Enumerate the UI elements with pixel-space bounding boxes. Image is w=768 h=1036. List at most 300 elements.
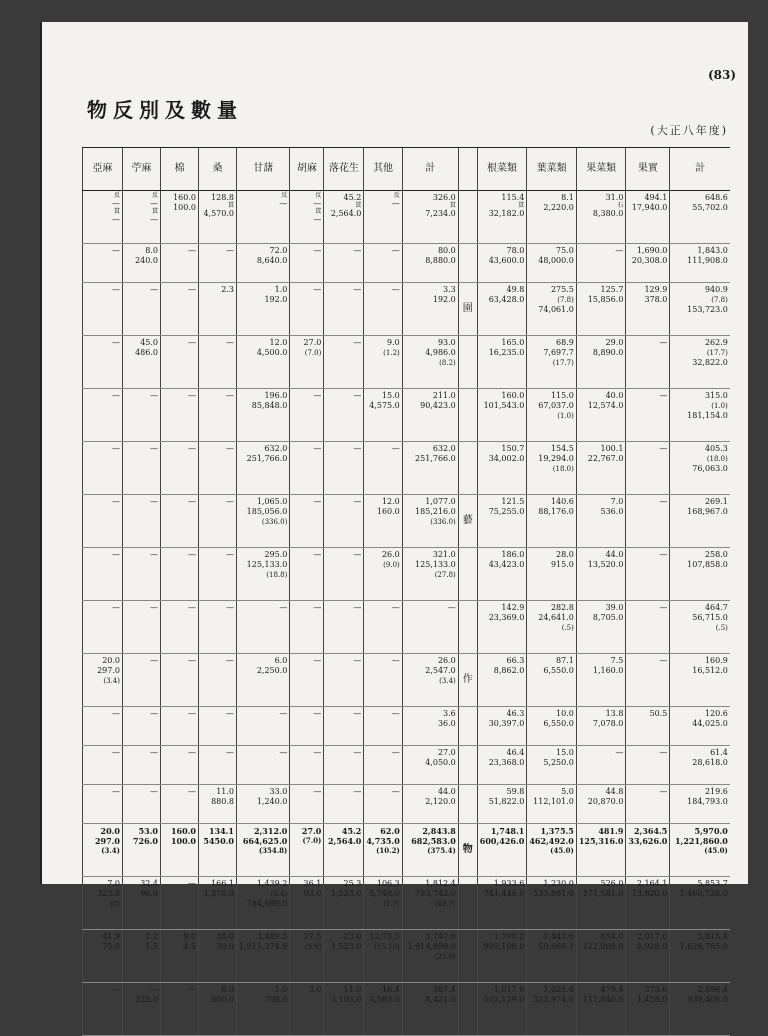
cell-line: — [226, 391, 234, 400]
cell-line: 貫 [449, 202, 456, 209]
cell-line: 479.4 [600, 985, 624, 994]
cell-line: 34,002.0 [488, 454, 525, 463]
cell-right-4 [670, 191, 730, 244]
cell-line: 2,843.8 [422, 826, 456, 836]
cell-line: — [188, 550, 196, 559]
cell-left-8 [402, 601, 458, 654]
cell-left-5 [290, 877, 324, 930]
cell-line: — [150, 285, 158, 294]
cell-line: 5.0 [561, 787, 574, 796]
cell-line: — [112, 748, 120, 757]
cell-right-0 [477, 654, 527, 707]
cell-line: 62.0 [380, 826, 400, 836]
cell-left-8 [402, 336, 458, 389]
cell-right-1 [527, 442, 577, 495]
col-header-left-7: 其他 [364, 148, 402, 191]
cell-line: 50.5 [649, 709, 668, 718]
table-row [83, 707, 730, 746]
cell-line: 46.4 [506, 748, 525, 757]
cell-line: 2,120.0 [425, 797, 456, 806]
cell-left-5 [290, 389, 324, 442]
cell-line: 4,735.0 [366, 836, 400, 846]
cell-left-7 [364, 244, 402, 283]
cell-line: 45.2 [341, 826, 362, 836]
cell-left-7 [364, 707, 402, 746]
cell-line: 1.5 [145, 942, 158, 951]
cell-left-8 [402, 442, 458, 495]
cell-line: 2,547.0 [425, 666, 456, 675]
cell-line: 88,176.0 [538, 507, 574, 516]
cell-line: 1,460,728.0 [679, 889, 728, 898]
cell-line: 19,294.0 [538, 454, 574, 463]
cell-right-4 [670, 930, 730, 983]
cell-line: — [353, 550, 362, 559]
cell-line: — [391, 285, 400, 294]
cell-left-5 [290, 548, 324, 601]
cell-line: — [150, 497, 158, 506]
cell-left-2 [161, 548, 199, 601]
cell-line: — [226, 497, 234, 506]
cell-line: 160.0 [173, 193, 196, 202]
cell-line: (.5) [715, 624, 728, 632]
cell-line: 122,068.0 [582, 942, 624, 951]
cell-left-0 [83, 824, 123, 877]
side-label [458, 601, 477, 654]
cell-line: 115.4 [501, 193, 525, 202]
cell-left-0 [83, 389, 123, 442]
cell-line: 38.0 [216, 932, 234, 941]
cell-line: 53.0 [138, 826, 158, 836]
cell-line: 726.0 [132, 836, 158, 846]
cell-line: 1,628,765.0 [679, 942, 728, 951]
cell-line: 502,129.0 [483, 995, 525, 1004]
table-row [83, 654, 730, 707]
cell-line: — [313, 656, 322, 665]
cell-left-8 [402, 824, 458, 877]
cell-line: 111,908.0 [687, 256, 728, 265]
cell-right-4 [670, 389, 730, 442]
cell-left-7 [364, 746, 402, 785]
cell-line: 323.8 [97, 889, 120, 898]
cell-right-0 [477, 746, 527, 785]
cell-line: 5450.0 [203, 836, 234, 846]
side-label [458, 785, 477, 824]
cell-line: 51,822.0 [488, 797, 525, 806]
cell-left-7 [364, 283, 402, 336]
cell-line: 140.6 [550, 497, 574, 506]
cell-line: — [188, 603, 196, 612]
cell-line: 5,815.4 [697, 932, 728, 941]
cell-right-2 [576, 495, 626, 548]
table-row [83, 495, 730, 548]
cell-line: 56,715.0 [692, 613, 728, 622]
cell-left-7 [364, 389, 402, 442]
cell-right-2 [576, 442, 626, 495]
cell-line: — [279, 709, 288, 718]
cell-line: 15.0 [556, 748, 574, 757]
cell-left-3 [199, 442, 237, 495]
cell-right-1 [527, 930, 577, 983]
cell-line: 45.2 [343, 193, 362, 202]
cell-line: 16.4 [381, 985, 400, 994]
cell-right-3 [626, 707, 670, 746]
cell-left-7 [364, 336, 402, 389]
cell-line: 1,911,374.9 [239, 942, 288, 951]
cell-right-0 [477, 389, 527, 442]
cell-line: 4.5 [183, 942, 196, 951]
cell-right-2 [576, 389, 626, 442]
cell-line: 23,369.0 [488, 613, 525, 622]
cell-line: 44,025.0 [692, 719, 728, 728]
cell-left-2 [161, 389, 199, 442]
cell-line: — [188, 338, 196, 347]
cell-line: — [391, 444, 400, 453]
cell-line: — [391, 656, 400, 665]
cell-line: 121.5 [501, 497, 525, 506]
cell-line: — [313, 550, 322, 559]
cell-line: (375.4) [427, 846, 456, 855]
cell-line: (27.8) [434, 571, 456, 579]
cell-line: 8,862.0 [493, 666, 525, 675]
cell-line: 28.0 [556, 550, 574, 559]
cell-line: 1,375.5 [540, 826, 574, 836]
cell-line: 185,056.0 [246, 507, 288, 516]
cell-left-0 [83, 654, 123, 707]
cell-line: (7.8) [711, 296, 728, 304]
col-header-right-1: 葉菜類 [527, 148, 577, 191]
table-row [83, 930, 730, 983]
cell-left-3 [199, 191, 237, 244]
cell-line: 12,73.5 [369, 932, 400, 941]
cell-line: 27.0 [303, 338, 322, 347]
cell-left-1 [123, 824, 161, 877]
cell-line: 1,748.1 [490, 826, 525, 836]
cell-line: 44.0 [437, 787, 456, 796]
cell-line: 26.0 [437, 656, 456, 665]
cell-line: — [188, 879, 196, 888]
cell-line: 106.3 [376, 879, 400, 888]
cell-line: 1,230.0 [543, 879, 574, 888]
cell-line: 708.0 [264, 995, 288, 1004]
cell-line: 55,702.0 [692, 203, 728, 212]
cell-left-4 [237, 389, 290, 442]
cell-line: 282.8 [550, 603, 574, 612]
col-header-left-0: 亞麻 [83, 148, 123, 191]
side-label: 藝 [458, 495, 477, 548]
cell-line: (3.4) [270, 890, 288, 898]
cell-line: 940.9 [704, 285, 728, 294]
cell-line: 7.5 [610, 656, 624, 665]
cell-left-8 [402, 283, 458, 336]
cell-line: 16,235.0 [488, 348, 525, 357]
cell-line: — [353, 656, 362, 665]
cell-line: 8,705.0 [592, 613, 624, 622]
cell-line: 貫 [518, 202, 525, 209]
cell-left-8 [402, 389, 458, 442]
cell-line: — [188, 246, 196, 255]
cell-left-7 [364, 877, 402, 930]
cell-left-7 [364, 824, 402, 877]
cell-left-3 [199, 244, 237, 283]
cell-right-1 [527, 495, 577, 548]
side-label [458, 442, 477, 495]
cell-line: 12,574.0 [587, 401, 624, 410]
cell-right-3 [626, 191, 670, 244]
header-row [83, 148, 730, 191]
cell-line: 32,182.0 [488, 209, 525, 218]
cell-line: 46.3 [506, 709, 525, 718]
cell-left-2 [161, 283, 199, 336]
cell-line: 251,766.0 [415, 454, 456, 463]
cell-line: 59,666.1 [538, 942, 574, 951]
cell-line: 20,870.0 [587, 797, 624, 806]
cell-left-2 [161, 930, 199, 983]
table-row [83, 785, 730, 824]
cell-left-6 [324, 707, 364, 746]
cell-line: (1.0) [557, 412, 574, 420]
cell-line: 20.0 [100, 826, 120, 836]
cell-line: 6.0 [274, 656, 288, 665]
cell-line: 2,564.0 [327, 836, 362, 846]
cell-left-1 [123, 336, 161, 389]
cell-left-2 [161, 336, 199, 389]
cell-line: 405.3 [704, 444, 728, 453]
cell-line: 8.1 [561, 193, 574, 202]
cell-line: 15.0 [381, 391, 400, 400]
cell-line: 632.0 [264, 444, 288, 453]
cell-line: 2.3 [221, 285, 234, 294]
cell-line: — [112, 199, 120, 208]
cell-line: 7,234.0 [425, 209, 456, 218]
cell-left-1 [123, 930, 161, 983]
cell-left-2 [161, 785, 199, 824]
cell-line: 168,967.0 [687, 507, 728, 516]
cell-line: 1,240.0 [256, 797, 288, 806]
cell-line: (8) [110, 900, 120, 908]
cell-left-4 [237, 336, 290, 389]
page-number: (83) [707, 68, 736, 82]
cell-line: 66.3 [506, 656, 525, 665]
cell-right-3 [626, 442, 670, 495]
cell-left-8 [402, 785, 458, 824]
cell-line: 1,017.6 [493, 985, 525, 994]
cell-line: 100.1 [600, 444, 624, 453]
cell-left-8 [402, 191, 458, 244]
cell-left-7 [364, 548, 402, 601]
cell-line: (15.10) [374, 943, 400, 951]
cell-left-5 [290, 495, 324, 548]
statistics-table-wrap [82, 147, 742, 1004]
cell-right-0 [477, 707, 527, 746]
cell-line: 107,858.0 [687, 560, 728, 569]
cell-line: 142.9 [501, 603, 525, 612]
cell-line: 23.0 [343, 932, 362, 941]
cell-line: 16,512.0 [692, 666, 728, 675]
cell-left-1 [123, 983, 161, 1036]
cell-line: — [353, 497, 362, 506]
cell-line: 100.0 [173, 203, 196, 212]
cell-line: 323,974.0 [533, 995, 574, 1004]
cell-line: (9.9) [304, 943, 322, 951]
cell-line: — [313, 603, 322, 612]
cell-left-8 [402, 746, 458, 785]
cell-left-4 [237, 930, 290, 983]
cell-line: 75,255.0 [488, 507, 525, 516]
cell-line: 225.0 [135, 995, 158, 1004]
cell-right-0 [477, 191, 527, 244]
cell-line: — [188, 709, 196, 718]
cell-line: 654.0 [600, 932, 624, 941]
cell-left-4 [237, 548, 290, 601]
cell-line: 262.9 [704, 338, 728, 347]
cell-left-1 [123, 877, 161, 930]
cell-line: 93.0 [303, 889, 322, 898]
cell-line: 793,742.0 [415, 889, 456, 898]
col-header-right-3: 果實 [626, 148, 670, 191]
cell-right-2 [576, 983, 626, 1036]
cell-right-0 [477, 877, 527, 930]
cell-line: 63,428.0 [488, 295, 525, 304]
cell-line: 1,443.6 [543, 932, 574, 941]
cell-left-0 [83, 707, 123, 746]
cell-left-5 [290, 785, 324, 824]
cell-left-2 [161, 983, 199, 1036]
cell-line: — [188, 497, 196, 506]
cell-right-1 [527, 983, 577, 1036]
cell-line: 23,368.0 [488, 758, 525, 767]
side-label [458, 191, 477, 244]
cell-line: — [659, 550, 668, 559]
cell-line: — [112, 338, 120, 347]
cell-line: 486.0 [135, 348, 158, 357]
cell-line: 1,077.0 [425, 497, 456, 506]
cell-right-0 [477, 244, 527, 283]
cell-left-0 [83, 983, 123, 1036]
cell-right-3 [626, 930, 670, 983]
col-header-left-2: 棉 [161, 148, 199, 191]
cell-right-0 [477, 548, 527, 601]
cell-line: 75.0 [556, 246, 574, 255]
side-label: 物 [458, 824, 477, 877]
cell-line: 2,220.0 [543, 203, 574, 212]
cell-left-3 [199, 824, 237, 877]
cell-left-1 [123, 283, 161, 336]
cell-line: 181,154.0 [687, 411, 728, 420]
cell-right-2 [576, 244, 626, 283]
cell-line: — [391, 787, 400, 796]
cell-line: 1,160.0 [592, 666, 624, 675]
cell-line: 269.1 [704, 497, 728, 506]
cell-line: — [313, 246, 322, 255]
cell-line: 5,250.0 [543, 758, 574, 767]
cell-line: 8,421.0 [425, 995, 456, 1004]
cell-left-8 [402, 983, 458, 1036]
cell-line: 3.0 [308, 985, 322, 994]
cell-line: — [226, 709, 234, 718]
cell-left-6 [324, 746, 364, 785]
cell-line: — [313, 285, 322, 294]
cell-left-4 [237, 785, 290, 824]
cell-left-0 [83, 495, 123, 548]
cell-line: — [313, 709, 322, 718]
cell-left-5 [290, 601, 324, 654]
cell-left-6 [324, 495, 364, 548]
cell-line: 20.0 [102, 656, 120, 665]
cell-line: — [226, 338, 234, 347]
cell-left-7 [364, 983, 402, 1036]
cell-line: 7.0 [107, 879, 120, 888]
cell-line: 反 [151, 192, 158, 199]
side-label [458, 930, 477, 983]
cell-line: — [447, 603, 456, 612]
cell-line: — [279, 199, 288, 208]
cell-line: 13,520.0 [587, 560, 624, 569]
cell-right-2 [576, 930, 626, 983]
statistics-table [82, 147, 730, 1036]
cell-right-1 [527, 746, 577, 785]
cell-line: 7,697.7 [543, 348, 574, 357]
cell-line: 40.0 [605, 391, 624, 400]
cell-line: 2,364.5 [633, 826, 668, 836]
side-label [458, 336, 477, 389]
cell-line: 258.0 [704, 550, 728, 559]
cell-right-1 [527, 244, 577, 283]
cell-left-1 [123, 244, 161, 283]
cell-left-6 [324, 930, 364, 983]
cell-left-7 [364, 654, 402, 707]
cell-left-3 [199, 601, 237, 654]
cell-left-7 [364, 601, 402, 654]
cell-line: — [313, 215, 322, 224]
cell-line: (8.2) [439, 359, 456, 367]
cell-line: 31.0 [605, 193, 624, 202]
cell-right-0 [477, 785, 527, 824]
cell-left-4 [237, 654, 290, 707]
cell-line: 326.0 [432, 193, 456, 202]
cell-line: 7.0 [610, 497, 624, 506]
cell-right-2 [576, 877, 626, 930]
era-label: (大正八年度) [650, 124, 728, 137]
cell-line: 76,063.0 [692, 464, 728, 473]
cell-line: 68.9 [556, 338, 574, 347]
cell-line: 20,308.0 [631, 256, 668, 265]
cell-left-4 [237, 601, 290, 654]
cell-line: — [112, 444, 120, 453]
cell-right-4 [670, 283, 730, 336]
col-header-left-8: 計 [402, 148, 458, 191]
cell-line: 219.6 [704, 787, 728, 796]
cell-line: 8,380.0 [592, 209, 624, 218]
cell-left-2 [161, 824, 199, 877]
cell-right-0 [477, 601, 527, 654]
cell-line: 反 [281, 192, 288, 199]
cell-line: — [112, 985, 120, 994]
table-row [83, 746, 730, 785]
cell-line: 192.0 [264, 295, 288, 304]
cell-line: 27.0 [301, 826, 322, 836]
cell-line: 39.0 [605, 603, 624, 612]
cell-left-0 [83, 930, 123, 983]
cell-left-6 [324, 824, 364, 877]
cell-line: 33,626.0 [628, 836, 668, 846]
cell-line: 275.5 [550, 285, 574, 294]
cell-line: — [313, 444, 322, 453]
cell-right-2 [576, 654, 626, 707]
cell-left-6 [324, 191, 364, 244]
cell-right-4 [670, 442, 730, 495]
page-title: 物反別及數量 [87, 98, 243, 122]
cell-line: 915.0 [550, 560, 574, 569]
